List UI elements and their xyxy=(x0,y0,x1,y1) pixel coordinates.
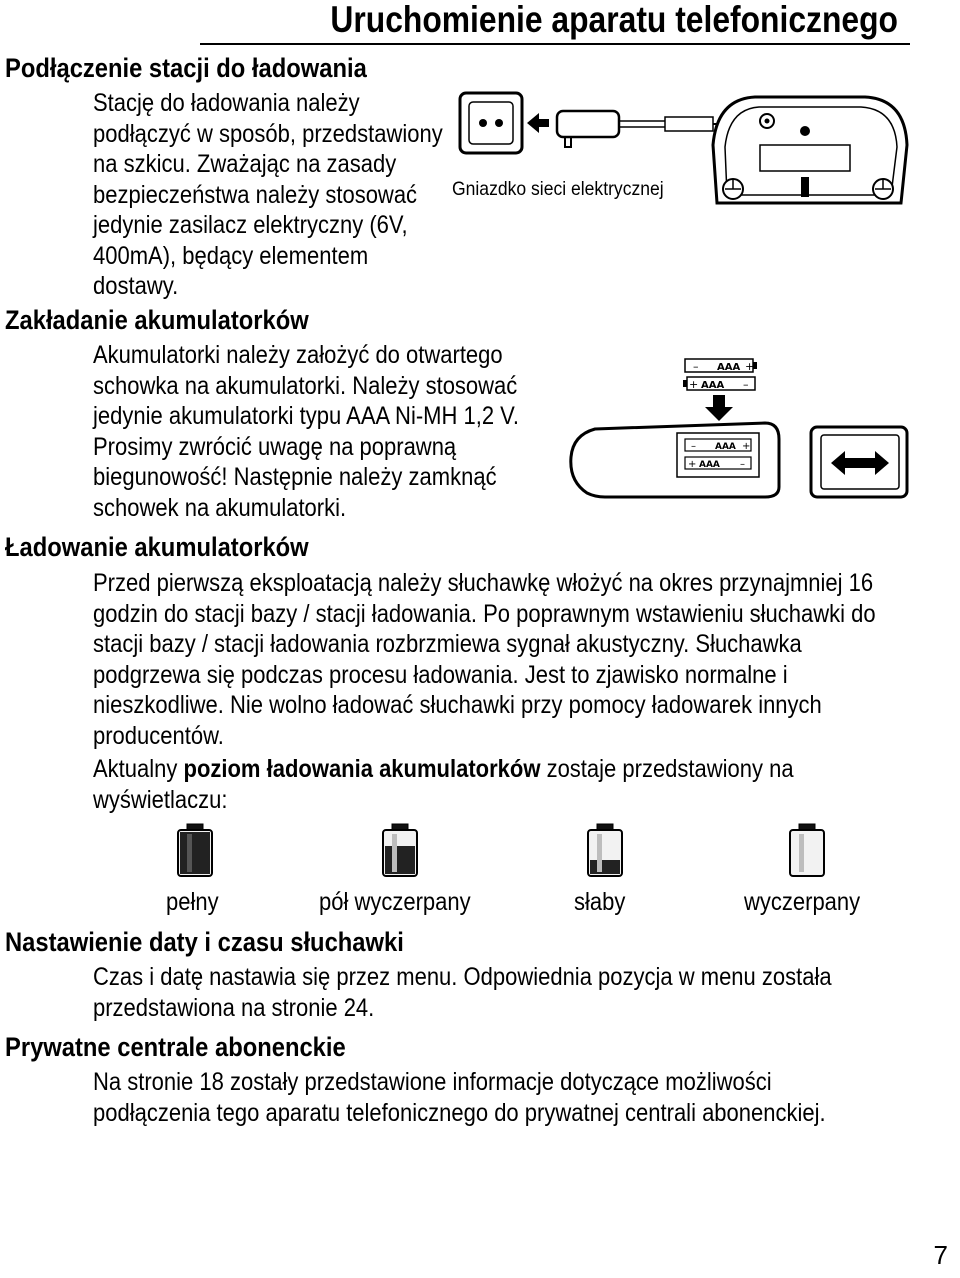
svg-text:AAA: AAA xyxy=(701,380,725,391)
svg-text:+: + xyxy=(689,378,699,391)
text-line: podłączyć w sposób, przedstawiony xyxy=(93,119,443,148)
battery-level-icons xyxy=(0,820,960,880)
page-number: 7 xyxy=(933,1240,948,1270)
heading-date-time: Nastawienie daty i czasu słuchawki xyxy=(5,927,404,957)
text-line: Akumulatorki należy założyć do otwartego xyxy=(93,341,503,369)
text-line: schowka na akumulatorki. Należy stosować xyxy=(93,371,518,400)
battery-cover-icon xyxy=(811,427,907,497)
svg-text:AAA: AAA xyxy=(717,362,741,373)
text-line: Na stronie 18 zostały przedstawione informacje dotyczące możliwości xyxy=(93,1068,772,1096)
heading-charging-station: Podłączenie stacji do ładowania xyxy=(5,53,367,83)
paragraph-batteries-charge xyxy=(93,568,876,751)
battery-level-icon xyxy=(790,824,824,876)
svg-text:AAA: AAA xyxy=(715,442,736,452)
text-line: producentów. xyxy=(93,721,224,750)
text-line: jedynie akumulatorki typu AAA Ni-MH 1,2 V. xyxy=(93,402,519,430)
battery-aaa-icon xyxy=(683,377,755,391)
text-line: godzin do stacji bazy / stacji ładowania. Po poprawnym wstawieniu słuchawki do xyxy=(93,599,876,628)
svg-text:–: – xyxy=(740,459,745,470)
svg-text:+: + xyxy=(742,441,751,452)
level-label-half: pół wyczerpany xyxy=(319,888,471,916)
svg-text:–: – xyxy=(743,378,749,391)
text-line: przedstawiona na stronie 24. xyxy=(93,993,375,1022)
level-label-full: pełny xyxy=(166,888,219,916)
text-line: bezpieczeństwa należy stosować xyxy=(93,180,418,209)
text-line: podgrzewa się podczas procesu ładowania. Jest to zjawisko normalne i xyxy=(93,660,788,689)
text-line: biegunowość! Następnie należy zamknąć xyxy=(93,463,497,491)
svg-text:–: – xyxy=(691,441,696,452)
battery-aaa-icon xyxy=(685,457,751,470)
heading-pbx: Prywatne centrale abonenckie xyxy=(5,1032,346,1062)
arrow-down-icon xyxy=(705,395,733,421)
text-line: wyświetlaczu: xyxy=(93,785,228,814)
text-line: jedynie zasilacz elektryczny (6V, xyxy=(93,211,408,239)
text-line: 400mA), będący elementem xyxy=(93,241,369,270)
text-line: schowek na akumulatorki. xyxy=(93,493,347,522)
arrow-left-icon xyxy=(527,113,549,133)
level-label-weak: słaby xyxy=(574,888,626,916)
heading-batteries-insert: Zakładanie akumulatorków xyxy=(5,305,309,335)
text-line: Aktualny poziom ładowania akumulatorków zostaje przedstawiony na xyxy=(93,755,794,783)
paragraph-date-time xyxy=(93,962,832,1023)
text-line: podłączenia tego aparatu telefonicznego do prywatnej centrali abonenckiej. xyxy=(93,1098,826,1127)
text-line: dostawy. xyxy=(93,272,179,300)
svg-text:AAA: AAA xyxy=(699,460,720,470)
text-line: Stację do ładowania należy xyxy=(93,89,360,117)
battery-aaa-icon xyxy=(685,439,751,452)
text-line: stacji bazy / stacji ładowania rozbrzmiewa sygnał akustyczny. Słuchawka xyxy=(93,630,802,658)
page-title: Uruchomienie aparatu telefonicznego xyxy=(330,0,898,40)
text-line: Prosimy zwrócić uwagę na poprawną xyxy=(93,432,457,461)
paragraph-charging-station xyxy=(93,88,443,302)
paragraph-charge-level xyxy=(93,754,794,815)
text-line: na szkicu. Zważając na zasady xyxy=(93,150,397,178)
battery-level-icon xyxy=(178,824,212,876)
text-line: nieszkodliwe. Nie wolno ładować słuchawki przy pomocy ładowarek innych xyxy=(93,691,822,719)
battery-level-icon xyxy=(383,824,417,876)
svg-text:+: + xyxy=(745,360,755,373)
title-rule xyxy=(200,43,910,45)
bold-phrase: poziom ładowania akumulatorków xyxy=(183,755,541,783)
charging-base-icon xyxy=(713,97,907,203)
text-line: Czas i datę nastawia się przez menu. Odpowiednia pozycja w menu została xyxy=(93,963,832,991)
level-label-empty: wyczerpany xyxy=(744,888,861,916)
paragraph-pbx xyxy=(93,1067,826,1128)
svg-text:+: + xyxy=(688,459,697,470)
heading-batteries-charge: Ładowanie akumulatorków xyxy=(5,532,309,562)
power-adapter-icon xyxy=(557,111,713,147)
svg-text:–: – xyxy=(693,360,699,373)
battery-aaa-icon xyxy=(685,359,757,373)
paragraph-batteries-insert xyxy=(93,340,519,523)
battery-level-icon xyxy=(588,824,622,876)
text-line: Przed pierwszą eksploatacją należy słuchawkę włożyć na okres przynajmniej 16 xyxy=(93,569,874,597)
socket-label: Gniazdko sieci elektrycznej xyxy=(452,178,664,200)
handset-battery-diagram xyxy=(565,355,915,505)
